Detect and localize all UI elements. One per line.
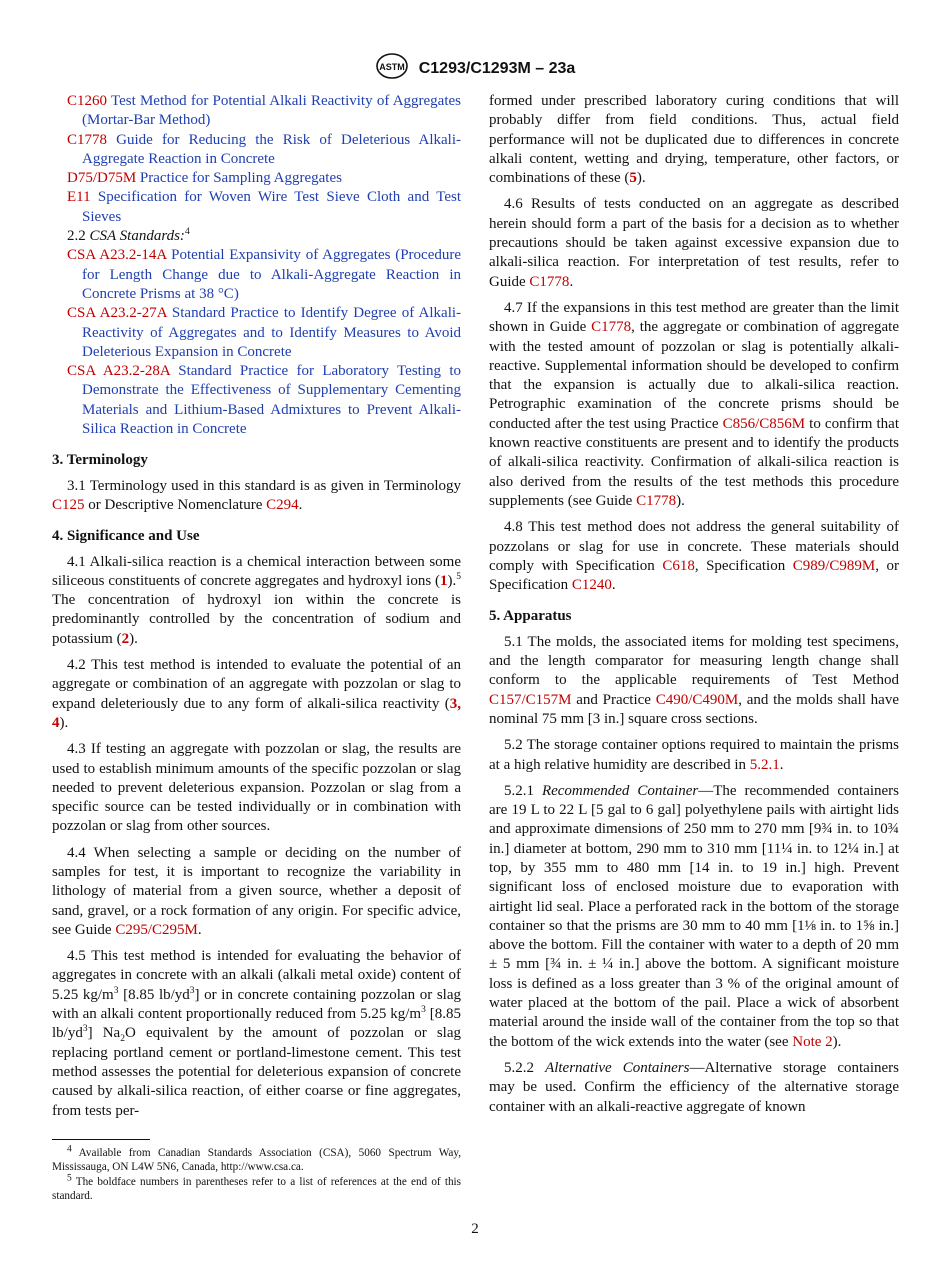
ref-link[interactable]: C1778 (529, 273, 570, 290)
citation-link[interactable]: 1 (440, 572, 448, 589)
reference-item (52, 92, 461, 131)
section-heading-significance: 4. Significance and Use (52, 528, 200, 545)
ref-link[interactable]: C856/C856M (722, 415, 806, 432)
ref-link[interactable]: C1240 (571, 577, 612, 594)
reference-item (52, 169, 461, 188)
reference-item (52, 304, 461, 362)
paragraph-3-1: 3.1 Terminology used in this standard is as given in Terminology C125 or Descriptive Nomenclature C294. (52, 477, 461, 513)
ref-link[interactable]: 5.2.1 (749, 756, 780, 773)
reference-item (52, 246, 461, 304)
ref-link[interactable]: C125 (52, 496, 85, 513)
reference-list-csa (52, 246, 461, 439)
ref-link[interactable]: C490/C490M (655, 691, 739, 708)
reference-item (52, 188, 461, 227)
paragraph-5-1: 5.1 The molds, the associated items for molding test specimens, and the length comparator for measuring length change shall conform to the applicable requirements of Test Method C157/C157M and Practice C490/C490M, and the molds shall have nominal 75 mm [3 in.] square cross sections. (489, 633, 899, 727)
paragraph-5-2-1: 5.2.1 Recommended Container—The recommended containers are 19 L to 22 L [5 gal to 6 gal] polyethylene pails with airtight lids and approximate dimensions of 250 mm to 270 mm [9¾ in. to 10¾ in.] diameter at bottom, 290 mm to 310 mm [11¼ in. to 12¼ in.] at top, by 355 mm to 480 mm [14 in. to 19 in.] high. Prevent significant loss of enclosed moisture due to evaporation with airtight lid seal. Place a perforated rack in the bottom of the storage container so that the prisms are 30 mm to 40 mm [1⅛ in. to 1⅝ in.] above the bottom. Fill the container with water to a depth of 20 mm ± 5 mm [¾ in. ± ¼ in.] above the bottom. A significant moisture loss is defined as a loss greater than 3 % of the original amount of water placed at the bottom of the pail. Place a wick of absorbent material around the inside wall of the container from the top so that the bottom of the wick extends into the water (see Note 2). (489, 782, 900, 1050)
section-heading-apparatus: 5. Apparatus (489, 608, 572, 625)
reference-title-link[interactable]: Specification for Woven Wire Test Sieve Cloth and Test Sieves (82, 189, 461, 225)
reference-code-link[interactable]: CSA A23.2-27A (67, 305, 167, 322)
reference-title-link[interactable]: Potential Expansivity of Aggregates (Procedure for Length Change due to Alkali-Aggregate Reaction in Concrete Prisms at 38 °C) (82, 247, 462, 302)
reference-title-link[interactable]: Guide for Reducing the Risk of Deleterious Alkali-Aggregate Reaction in Concrete (82, 131, 461, 167)
ref-link[interactable]: C295/C295M (115, 921, 198, 938)
reference-item (52, 131, 461, 170)
designation: C1293/C1293M – 23a (418, 59, 576, 77)
page-number: 2 (471, 1221, 479, 1237)
reference-code-link[interactable]: CSA A23.2-28A (67, 363, 170, 380)
paragraph-4-1: 4.1 Alkali-silica reaction is a chemical interaction between some siliceous constituents of concrete aggregates and hydroxyl ions (1).$^5$ The concentration of hydroxyl ion within the concrete is predominantly controlled by the concentration of sodium and potassium (2). (52, 553, 461, 647)
ref-link[interactable]: C618 (662, 557, 695, 574)
paragraph-5-2-2: 5.2.2 Alternative Containers—Alternative storage containers may be used. Confirm the efficiency of the alternative storage container with an alkali-reactive aggregate of known (489, 1059, 899, 1115)
svg-text:ASTM: ASTM (378, 62, 405, 72)
reference-title-link[interactable]: Standard Practice for Laboratory Testing to Demonstrate the Effectiveness of Supplementary Cementing Materials and Lithium-Based Admixtures to Prevent Alkali-Silica Reaction in Concrete (82, 363, 461, 438)
paragraph-4-4: 4.4 When selecting a sample or deciding on the number of samples for test, it is important to recognize the variability in lithology of material from a given source, whether a deposit of sand, gravel, or a rock formation of any origin. For specific advice, see Guide C295/C295M. (52, 844, 461, 938)
reference-list-astm (52, 92, 461, 227)
citation-link[interactable]: 3, 4 (52, 695, 461, 731)
note-link[interactable]: Note 2 (792, 1033, 833, 1050)
footnote-rule (52, 1139, 150, 1140)
ref-link[interactable]: C1778 (591, 319, 632, 336)
footnote-5: $^5$ The boldface numbers in parentheses refer to a list of references at the end of this standard. (52, 1173, 461, 1203)
ref-link[interactable]: C294 (266, 496, 299, 513)
reference-code-link[interactable]: E11 (67, 189, 91, 206)
reference-title-link[interactable]: Practice for Sampling Aggregates (139, 170, 342, 187)
reference-code-link[interactable]: D75/D75M (67, 170, 137, 187)
astm-logo (375, 52, 409, 85)
ref-link[interactable]: C989/C989M (792, 557, 876, 574)
left-column (52, 92, 461, 1204)
footnote-4: $^4$ Available from Canadian Standards Association (CSA), 5060 Spectrum Way, Mississauga, ON L4W 5N6, Canada, http://www.csa.ca. (52, 1144, 461, 1174)
reference-title-link[interactable]: Test Method for Potential Alkali Reactivity of Aggregates (Mortar-Bar Method) (82, 93, 462, 129)
reference-title-link[interactable]: Standard Practice to Identify Degree of Alkali-Reactivity of Aggregates and to Identify Measures to Avoid Deleterious Expansion in Concrete (82, 305, 462, 360)
reference-item (52, 362, 461, 439)
right-column (489, 92, 899, 1124)
paragraph-4-3: 4.3 If testing an aggregate with pozzolan or slag, the results are used to establish minimum amounts of the specific pozzolan or slag needed to prevent deleterious expansion. Pozzolan or slag from a specific source can be tested individually or in combination with pozzolan or slag from other sources. (52, 741, 461, 835)
paragraph-4-6: 4.6 Results of tests conducted on an aggregate as described herein should form a part of the basis for a decision as to whether precautions should be taken against excessive expansion due to alkali-silica reaction. For interpretation of test results, refer to Guide C1778. (489, 196, 899, 290)
reference-code-link[interactable]: C1260 (67, 93, 108, 109)
page-header (0, 52, 950, 85)
csa-standards-heading: 2.2 CSA Standards:$^4$ (67, 227, 190, 245)
paragraph-4-5-continued: formed under prescribed laboratory curing conditions that will probably differ from field conditions. Thus, actual field performance will not be duplicated due to differences in concrete alkali content, wetting and drying, temperature, other factors, or combinations of these (5). (489, 93, 899, 187)
paragraph-5-2: 5.2 The storage container options required to maintain the prisms at a high relative humidity are described in 5.2.1. (489, 737, 899, 773)
reference-code-link[interactable]: C1778 (67, 131, 108, 148)
citation-link[interactable]: 5 (629, 170, 637, 187)
reference-code-link[interactable]: CSA A23.2-14A (67, 247, 167, 264)
ref-link[interactable]: C157/C157M (489, 691, 572, 708)
paragraph-4-8: 4.8 This test method does not address the general suitability of pozzolans or slag for use in concrete. These materials should comply with Specification C618, Specification C989/C989M, or Specification C1240. (489, 519, 899, 594)
paragraph-4-2: 4.2 This test method is intended to evaluate the potential of an aggregate or combination of an aggregate with pozzolan or slag to expand deleteriously due to any form of alkali-silica reactivity (3, 4). (52, 657, 461, 731)
ref-link[interactable]: C1778 (636, 492, 677, 509)
citation-link[interactable]: 2 (121, 630, 130, 647)
paragraph-4-7: 4.7 If the expansions in this test method are greater than the limit shown in Guide C1778, the aggregate or combination of aggregate with the tested amount of pozzolan or slag is potentially alkali-reactive. Supplemental information should be developed to confirm that the expansion is actually due to alkali-silica reaction. Petrographic examination of the concrete prisms should be conducted after the test using Practice C856/C856M to confirm that known reactive constituents are present and to identify the products of alkali-silica reactivity. Confirmation of alkali-silica reaction is also derived from the results of the test methods this procedure supplements (see Guide C1778). (489, 299, 900, 509)
paragraph-4-5: 4.5 This test method is intended for evaluating the behavior of aggregates in concrete with an alkali (alkali metal oxide) content of 5.25 $kg/m^3$ [8.85 $lb/yd^3$] or in concrete containing pozzolan or slag with an alkali content proportionally reduced from 5.25 $kg/m^3$ [8.85 $lb/yd^3$] $Na_2O$ equivalent by the amount of pozzolan or slag replacing portland cement or portland-limestone cement. This test method assesses the potential for deleterious expansion of concrete caused by alkali-silica reaction, of either coarse or fine aggregates, from tests per- (52, 948, 461, 1119)
section-heading-terminology: 3. Terminology (52, 452, 148, 469)
